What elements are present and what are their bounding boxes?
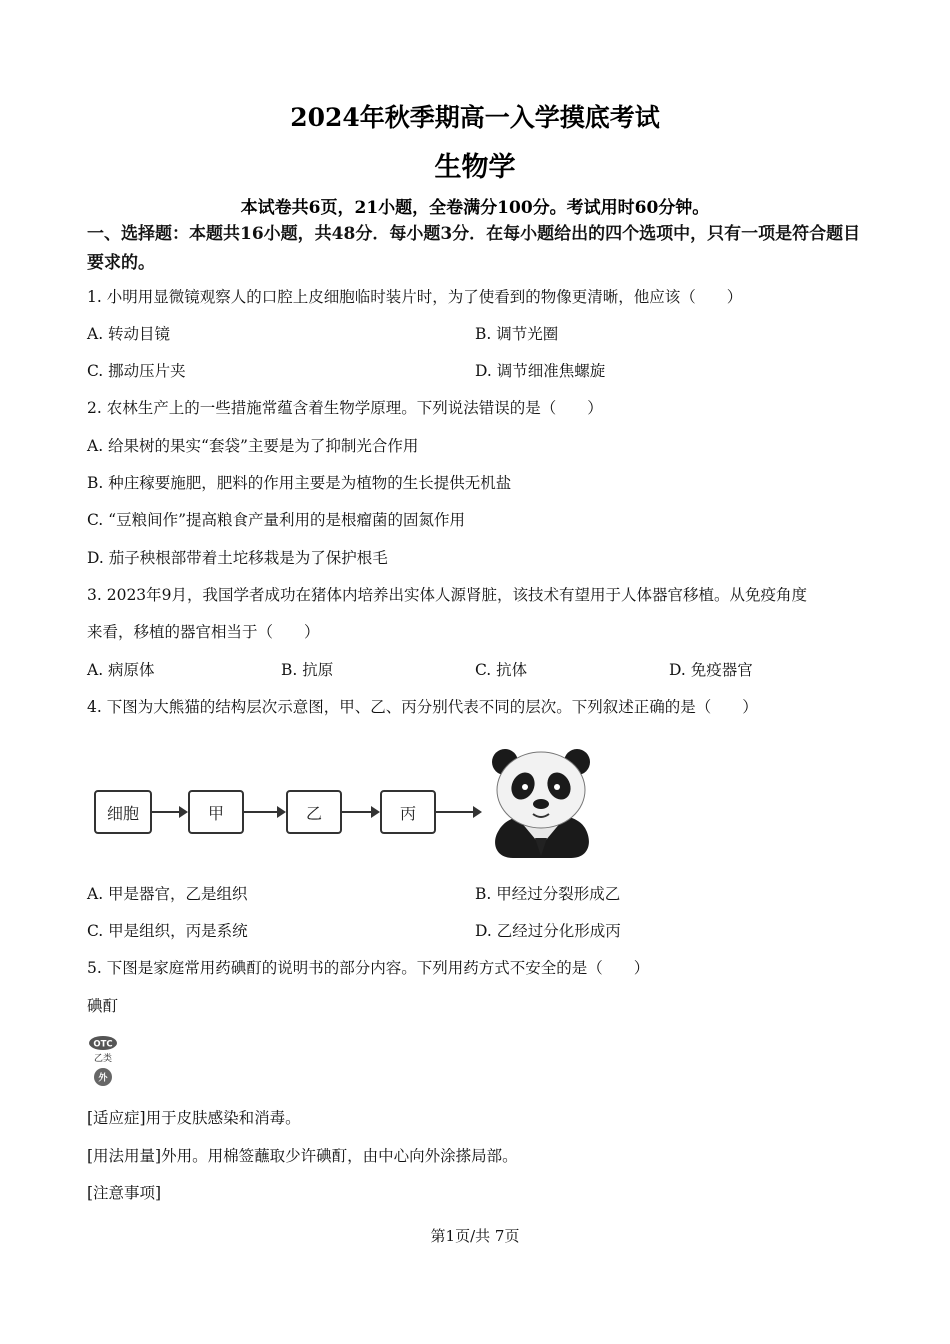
question-2-option-d: D. 茄子秧根部带着土坨移栽是为了保护根毛 [87,549,388,567]
question-4-option-d: D. 乙经过分化形成丙 [475,922,621,940]
page-number: 第1页/共 7页 [430,1227,520,1245]
subject-title: 生物学 [434,152,516,183]
question-3-stem-line-2: 来看，移植的器官相当于（ ） [87,623,320,641]
section-heading: 一、选择题：本题共16小题，共48分．每小题3分．在每小题给出的四个选项中，只有一项是符合题目要求的。 [87,224,861,273]
otc-class-label: 乙类 [93,1054,113,1064]
drug-usage: [用法用量]外用。用棉签蘸取少许碘酊，由中心向外涂搽局部。 [87,1147,518,1165]
diagram-arrow [342,811,378,813]
question-1-option-d: D. 调节细准焦螺旋 [475,362,606,380]
exam-title: 2024年秋季期高一入学摸底考试 [290,103,660,132]
question-1-option-b: B. 调节光圈 [475,325,559,343]
question-3-option-c: C. 抗体 [475,661,528,679]
drug-notes-heading: [注意事项] [87,1184,162,1202]
question-3-option-b: B. 抗原 [281,661,334,679]
question-2-option-c: C. “豆粮间作”提高粮食产量利用的是根瘤菌的固氮作用 [87,511,466,529]
diagram-box-yi: 乙 [286,790,342,834]
otc-label: OTC [93,1039,113,1050]
diagram-arrow [436,811,480,813]
question-1-option-a: A. 转动目镜 [87,325,171,343]
question-4-option-b: B. 甲经过分裂形成乙 [475,885,621,903]
question-3-option-d: D. 免疫器官 [669,661,753,679]
question-4-stem: 4. 下图为大熊猫的结构层次示意图，甲、乙、丙分别代表不同的层次。下列叙述正确的是（ ） [87,698,758,716]
drug-name: 碘酊 [87,997,119,1015]
question-2-stem: 2. 农林生产上的一些措施常蕴含着生物学原理。下列说法错误的是（ ） [87,399,603,417]
drug-indication: [适应症]用于皮肤感染和消毒。 [87,1109,301,1127]
question-3-stem-line-1: 3. 2023年9月，我国学者成功在猪体内培养出实体人源肾脏，该技术有望用于人体器官移植。从免疫角度 [87,586,808,604]
external-use-label: 外 [98,1073,108,1084]
question-4-option-c: C. 甲是组织，丙是系统 [87,922,248,940]
otc-external-badge-icon [88,1034,122,1090]
question-3-option-a: A. 病原体 [87,661,155,679]
question-2-option-b: B. 种庄稼要施肥，肥料的作用主要是为植物的生长提供无机盐 [87,474,512,492]
diagram-box-jia: 甲 [188,790,244,834]
question-1-option-c: C. 挪动压片夹 [87,362,186,380]
question-2-option-a: A. 给果树的果实“套袋”主要是为了抑制光合作用 [87,437,419,455]
question-1-stem: 1. 小明用显微镜观察人的口腔上皮细胞临时装片时，为了使看到的物像更清晰，他应该（ ） [87,288,743,306]
question-4-option-a: A. 甲是器官，乙是组织 [87,885,248,903]
diagram-box-bing: 丙 [380,790,436,834]
diagram-arrow [152,811,186,813]
diagram-box-cell: 细胞 [94,790,152,834]
panda-image [485,742,597,860]
question-5-stem: 5. 下图是家庭常用药碘酊的说明书的部分内容。下列用药方式不安全的是（ ） [87,959,650,977]
diagram-arrow [244,811,284,813]
exam-info: 本试卷共6页，21小题，全卷满分100分。考试用时60分钟。 [240,198,710,218]
